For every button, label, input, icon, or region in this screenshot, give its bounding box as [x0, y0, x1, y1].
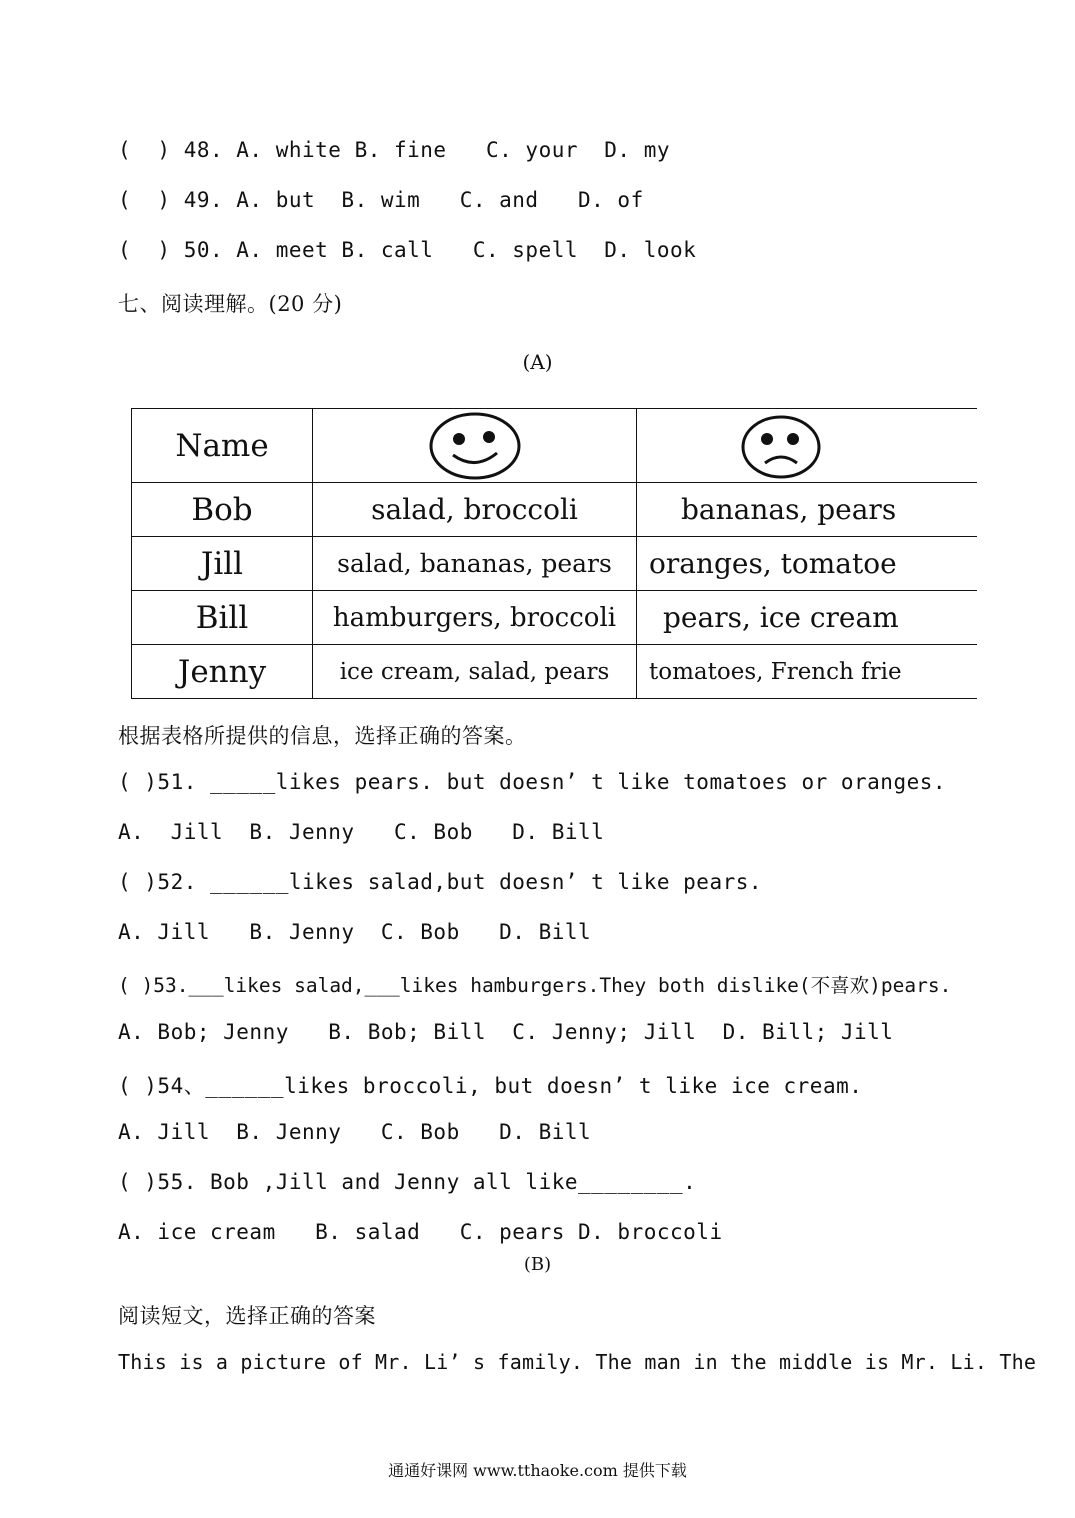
- question-53: ( )53.___likes salad,___likes hamburgers.They both dislike(不喜欢)pears.: [118, 974, 952, 997]
- sad-face-icon: [637, 409, 978, 483]
- question-51: ( )51. _____likes pears. but doesn’ t like tomatoes or oranges.: [118, 770, 947, 794]
- table-header-row: [132, 409, 978, 483]
- row-name: Bill: [132, 591, 313, 645]
- row-likes: salad, broccoli: [313, 483, 637, 537]
- instruction-b: 阅读短文，选择正确的答案: [118, 1304, 376, 1328]
- smiley-face-icon: [313, 409, 637, 483]
- mc-item-50: ( ) 50. A. meet B. call C. spell D. look: [118, 238, 697, 262]
- options-52: A. Jill B. Jenny C. Bob D. Bill: [118, 920, 592, 944]
- part-a-label: (A): [522, 350, 553, 374]
- row-dislikes: tomatoes, French frie: [637, 645, 978, 699]
- row-dislikes: oranges, tomatoe: [637, 537, 978, 591]
- options-53: A. Bob; Jenny B. Bob; Bill C. Jenny; Jill D. Bill; Jill: [118, 1020, 894, 1044]
- mc-item-49: ( ) 49. A. but B. wim C. and D. of: [118, 188, 644, 212]
- question-52: ( )52. ______likes salad,but doesn’ t like pears.: [118, 870, 763, 894]
- question-54: ( )54、______likes broccoli, but doesn’ t like ice cream.: [118, 1074, 863, 1098]
- passage-text: This is a picture of Mr. Li’ s family. The man in the middle is Mr. Li. The: [118, 1350, 1037, 1374]
- row-name: Bob: [132, 483, 313, 537]
- part-b-label: (B): [523, 1254, 552, 1275]
- table-row: [132, 645, 978, 699]
- table-row: [132, 537, 978, 591]
- options-55: A. ice cream B. salad C. pears D. broccoli: [118, 1220, 723, 1244]
- footer-credit: 通通好课网 www.tthaoke.com 提供下载: [388, 1461, 687, 1480]
- row-dislikes: pears, ice cream: [637, 591, 978, 645]
- row-name: Jenny: [132, 645, 313, 699]
- mc-item-48: ( ) 48. A. white B. fine C. your D. my: [118, 138, 671, 162]
- instruction-a: 根据表格所提供的信息，选择正确的答案。: [118, 724, 527, 748]
- food-preference-table: [131, 408, 977, 699]
- row-dislikes: bananas, pears: [637, 483, 978, 537]
- table-row: [132, 483, 978, 537]
- options-51: A. Jill B. Jenny C. Bob D. Bill: [118, 820, 605, 844]
- row-likes: salad, bananas, pears: [313, 537, 637, 591]
- row-likes: ice cream, salad, pears: [313, 645, 637, 699]
- options-54: A. Jill B. Jenny C. Bob D. Bill: [118, 1120, 592, 1144]
- row-likes: hamburgers, broccoli: [313, 591, 637, 645]
- header-name: Name: [132, 409, 313, 483]
- question-55: ( )55. Bob ,Jill and Jenny all like________.: [118, 1170, 697, 1194]
- section-title: 七、阅读理解。(20 分): [118, 292, 343, 316]
- table-row: [132, 591, 978, 645]
- row-name: Jill: [132, 537, 313, 591]
